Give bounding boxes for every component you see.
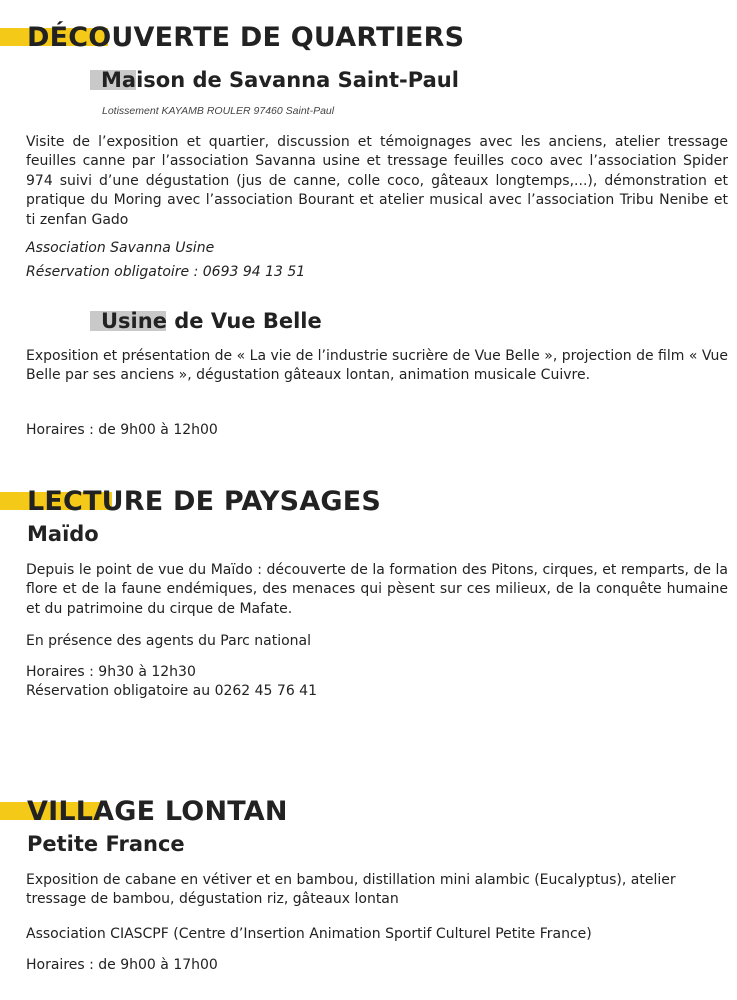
place-title-maido: Maïdo	[27, 522, 99, 546]
venue-description: Exposition et présentation de « La vie de l’industrie sucrière de Vue Belle », projection de film « Vue Belle par ses anciens », dégustation gâteaux lontan, animation musicale Cuivre.	[26, 348, 728, 384]
section-title: DÉCOUVERTE DE QUARTIERS	[27, 22, 465, 53]
place-hours: Horaires : 9h30 à 12h30	[26, 664, 196, 680]
section-title: LECTURE DE PAYSAGES	[27, 486, 382, 517]
venue-hours: Horaires : de 9h00 à 12h00	[26, 422, 218, 438]
place-description: Depuis le point de vue du Maïdo : découverte de la formation des Pitons, cirques, et remparts, de la flore et de la faune endémiques, des menaces qui pèsent sur ces milieux, de la conquête humaine et du patrimoine du cirque de Mafate.	[26, 562, 728, 617]
place-description: Exposition de cabane en vétiver et en bambou, distillation mini alambic (Eucalyptus), atelier tressage de bambou, dégustation riz, gâteaux lontan	[26, 872, 676, 908]
venue-reservation: Réservation obligatoire : 0693 94 13 51	[26, 264, 306, 280]
place-organizer: Association CIASCPF (Centre d’Insertion Animation Sportif Culturel Petite France)	[26, 926, 592, 942]
place-hours: Horaires : de 9h00 à 17h00	[26, 957, 218, 973]
place-title-petite-france: Petite France	[27, 832, 185, 856]
venue-title-usine-vue-belle: Usine de Vue Belle	[101, 309, 322, 333]
venue-organizer: Association Savanna Usine	[26, 240, 215, 256]
place-reservation: Réservation obligatoire au 0262 45 76 41	[26, 683, 317, 699]
venue-address: Lotissement KAYAMB ROULER 97460 Saint-Paul	[102, 105, 335, 117]
venue-title-maison-savanna: Maison de Savanna Saint-Paul	[101, 68, 459, 92]
place-presence: En présence des agents du Parc national	[26, 633, 312, 649]
section-title: VILLAGE LONTAN	[27, 796, 288, 827]
venue-description: Visite de l’exposition et quartier, discussion et témoignages avec les anciens, atelier tressage feuilles canne par l’association Savanna usine et tressage feuilles coco avec l’association Spider 974 suivi d’une dégustation (jus de canne, colle coco, gâteaux longtemps,...), démonstration et pratique du Moring avec l’association Bourant et atelier musical avec l’association Tribu Nenibe et ti zenfan Gado	[26, 134, 728, 228]
